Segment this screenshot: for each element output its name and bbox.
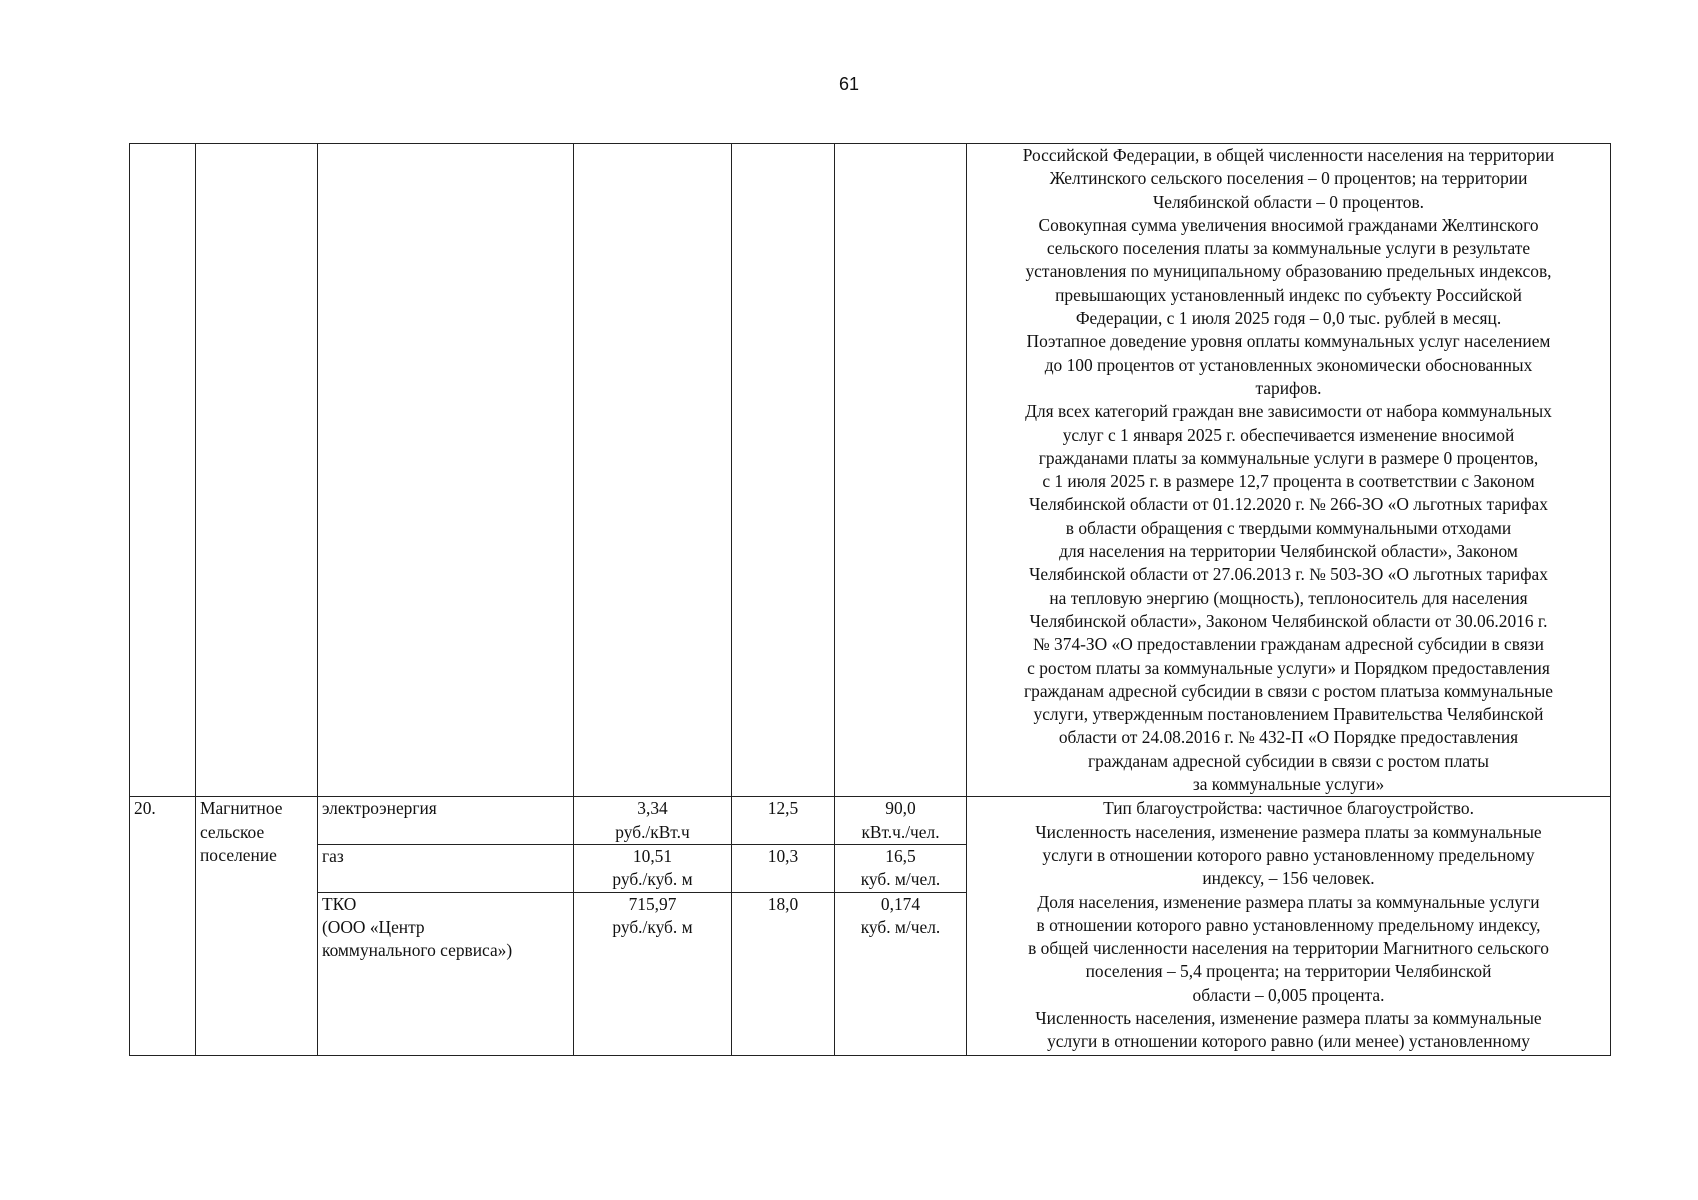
tariff-unit: руб./куб. м — [612, 869, 693, 890]
service-name — [318, 844, 574, 892]
norm-unit: куб. м/чел. — [860, 916, 941, 937]
settlement-name-line: поселение — [200, 844, 277, 865]
text-line: Челябинской области – 0 процентов. — [1152, 191, 1424, 212]
text-line: в области обращения с твердыми коммунальными отходами — [1065, 517, 1512, 538]
text-line: индексу, – 156 человек. — [1202, 868, 1375, 889]
cell-empty-tariff — [574, 144, 732, 797]
service-name-line: ТКО — [322, 893, 357, 914]
service-name-line: газ — [322, 845, 344, 866]
service-name-line: (ООО «Центр — [322, 916, 425, 937]
settlement-name-line: сельское — [200, 821, 265, 842]
continuation-description — [967, 144, 1611, 797]
page-number: 61 — [838, 74, 860, 94]
text-line: с 1 июля 2025 г. в размере 12,7 процента в соответствии с Законом — [1042, 471, 1535, 492]
text-line: тарифов. — [1255, 377, 1322, 398]
norm-unit: куб. м/чел. — [860, 869, 941, 890]
index-cell: 10,3 — [732, 844, 835, 892]
text-line: Численность населения, изменение размера платы за коммунальные — [1035, 821, 1542, 842]
continuation-row — [130, 144, 1611, 797]
text-line: Челябинской области», Законом Челябинской области от 30.06.2016 г. — [1029, 610, 1548, 631]
table-row — [130, 797, 1611, 845]
text-line: услуг с 1 января 2025 г. обеспечивается изменение вносимой — [1062, 424, 1515, 445]
text-line: установления по муниципальному образованию предельных индексов, — [1025, 261, 1552, 282]
text-line: Численность населения, изменение размера платы за коммунальные — [1035, 1007, 1542, 1028]
text-line: услуги в отношении которого равно установленному предельному — [1042, 844, 1535, 865]
cell-empty-number — [130, 144, 196, 797]
text-line: превышающих установленный индекс по субъекту Российской — [1055, 284, 1522, 305]
norm-cell — [835, 892, 967, 1055]
norm-value: 16,5 — [885, 845, 916, 866]
tariff-value: 10,51 — [632, 845, 673, 866]
tariff-value: 715,97 — [628, 893, 677, 914]
text-line: Челябинской области от 27.06.2013 г. № 503-ЗО «О льготных тарифах — [1029, 564, 1548, 585]
cell-empty-index — [732, 144, 835, 797]
tariff-cell — [574, 892, 732, 1055]
text-line: Совокупная сумма увеличения вносимой гражданами Желтинского — [1038, 214, 1539, 235]
text-line: сельского поселения платы за коммунальные услуги в результате — [1046, 238, 1531, 259]
text-line: Российской Федерации, в общей численности населения на территории — [1022, 145, 1555, 165]
service-name — [318, 797, 574, 845]
norm-value: 0,174 — [880, 893, 921, 914]
tariff-cell — [574, 844, 732, 892]
index-cell: 12,5 — [732, 797, 835, 845]
norm-value: 90,0 — [885, 798, 916, 819]
text-line: Поэтапное доведение уровня оплаты коммунальных услуг населением — [1026, 331, 1551, 352]
tariff-table — [129, 143, 1611, 1056]
text-line: в отношении которого равно установленному предельному индексу, — [1036, 914, 1541, 935]
tariff-cell — [574, 797, 732, 845]
text-line: Челябинской области от 01.12.2020 г. № 266-ЗО «О льготных тарифах — [1029, 494, 1548, 515]
text-line: услуги в отношении которого равно (или менее) установленному — [1047, 1031, 1530, 1052]
text-line: за коммунальные услуги» — [1192, 774, 1385, 795]
text-line: Доля населения, изменение размера платы за коммунальные услуги — [1037, 891, 1540, 912]
index-cell: 18,0 — [732, 892, 835, 1055]
text-line: до 100 процентов от установленных экономически обоснованных — [1044, 354, 1533, 375]
text-line: Для всех категорий граждан вне зависимости от набора коммунальных — [1025, 401, 1552, 422]
text-line: № 374-ЗО «О предоставлении гражданам адресной субсидии в связи — [1033, 634, 1544, 655]
text-line: с ростом платы за коммунальные услуги» и Порядком предоставления — [1027, 657, 1550, 678]
settlement-name — [196, 797, 318, 1055]
text-line: гражданам адресной субсидии в связи с ростом платы — [1088, 750, 1489, 771]
text-line: в общей численности населения на территории Магнитного сельского — [1028, 938, 1549, 959]
norm-unit: кВт.ч./чел. — [861, 821, 940, 842]
text-line: гражданами платы за коммунальные услуги в размере 0 процентов, — [1038, 447, 1539, 468]
text-line: на тепловую энергию (мощность), теплоноситель для населения — [1049, 587, 1528, 608]
cell-empty-settlement — [196, 144, 318, 797]
text-line: Желтинского сельского поселения – 0 процентов; на территории — [1049, 168, 1528, 189]
service-name-line: коммунального сервиса») — [322, 940, 513, 961]
cell-empty-norm — [835, 144, 967, 797]
text-line: Тип благоустройства: частичное благоустройство. — [1103, 798, 1474, 819]
tariff-value: 3,34 — [637, 798, 668, 819]
norm-cell — [835, 797, 967, 845]
text-line: Федерации, с 1 июля 2025 годя – 0,0 тыс. рублей в месяц. — [1075, 308, 1502, 329]
text-line: области от 24.08.2016 г. № 432-П «О Порядке предоставления — [1058, 727, 1519, 748]
text-line: гражданам адресной субсидии в связи с ростом платыза коммунальные — [1023, 680, 1554, 701]
tariff-unit: руб./кВт.ч — [615, 821, 690, 842]
service-name-line: электроэнергия — [322, 798, 437, 819]
text-line: услуги, утвержденным постановлением Правительства Челябинской — [1033, 704, 1544, 725]
norm-cell — [835, 844, 967, 892]
service-name — [318, 892, 574, 1055]
settlement-name-line: Магнитное — [200, 798, 283, 819]
cell-empty-service — [318, 144, 574, 797]
row-number: 20. — [130, 797, 196, 1055]
text-line: поселения – 5,4 процента; на территории Челябинской — [1085, 961, 1492, 982]
text-line: области – 0,005 процента. — [1192, 984, 1385, 1005]
row20-description — [967, 797, 1611, 1055]
tariff-unit: руб./куб. м — [612, 916, 693, 937]
text-line: для населения на территории Челябинской области», Законом — [1059, 541, 1518, 562]
